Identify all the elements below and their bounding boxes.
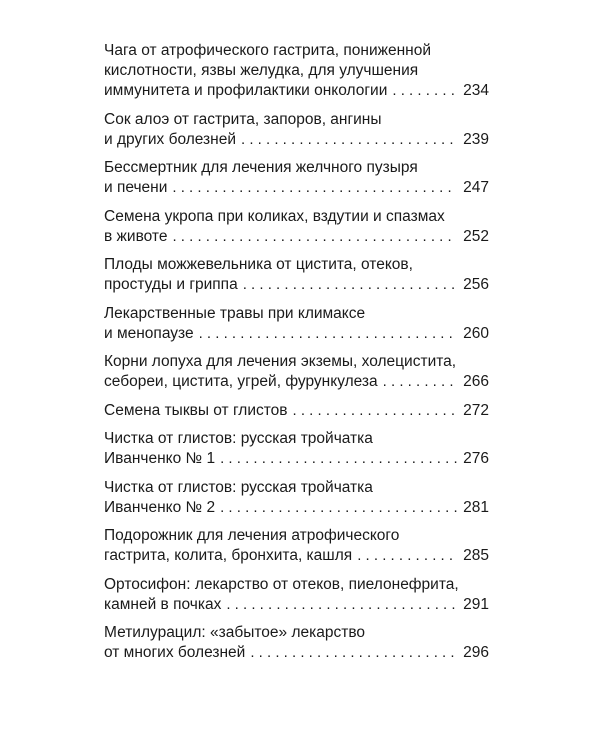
toc-entry[interactable] bbox=[104, 207, 489, 247]
page-number: 296 bbox=[463, 644, 489, 661]
toc-entry-title-line: Чага от атрофического гастрита, пониженной bbox=[104, 42, 432, 59]
toc-entry[interactable] bbox=[104, 41, 489, 101]
toc-entry-last-line bbox=[104, 401, 489, 421]
dot-leader bbox=[226, 595, 457, 615]
toc-entry-title-line: Чистка от глистов: русская тройчатка bbox=[104, 478, 373, 496]
page-number: 239 bbox=[463, 130, 489, 148]
toc-entry-title-end: иммунитета и профилактики онкологии bbox=[104, 82, 388, 99]
toc-entry-title-line: Чистка от глистов: русская тройчатка bbox=[104, 430, 373, 447]
toc-entry-title-line: кислотности, язвы желудка, для улучшения bbox=[104, 62, 419, 79]
toc-entry-title-line: Сок алоэ от гастрита, запоров, ангины bbox=[104, 110, 382, 128]
toc-entry-last-line bbox=[104, 546, 489, 566]
page-number: 291 bbox=[463, 595, 489, 613]
toc-entry[interactable] bbox=[104, 526, 489, 566]
dot-leader bbox=[220, 498, 457, 518]
toc-entry-title-line: Ортосифон: лекарство от отеков, пиелонефрита, bbox=[104, 575, 459, 593]
toc-entry-last-line bbox=[104, 498, 489, 518]
toc-entry[interactable] bbox=[104, 304, 489, 344]
dot-leader bbox=[383, 372, 457, 392]
page-number: 234 bbox=[463, 82, 489, 99]
toc-entry[interactable] bbox=[104, 255, 489, 295]
page-number: 247 bbox=[463, 179, 489, 196]
toc-entry[interactable] bbox=[104, 401, 489, 421]
toc-entry[interactable] bbox=[104, 429, 489, 469]
toc-entry-title-end: Иванченко № 1 bbox=[104, 450, 216, 467]
toc-entry-title-end: и других болезней bbox=[104, 130, 236, 148]
toc-entry-last-line bbox=[104, 595, 489, 615]
page-number: 260 bbox=[463, 324, 489, 342]
dot-leader bbox=[243, 275, 457, 295]
toc-entry-title-end: простуды и гриппа bbox=[104, 276, 238, 293]
toc-entry-title-end: Семена тыквы от глистов bbox=[104, 401, 288, 419]
dot-leader bbox=[172, 178, 457, 198]
toc-entry-last-line bbox=[104, 227, 489, 247]
toc-entry-last-line bbox=[104, 275, 489, 295]
toc-entry-last-line bbox=[104, 324, 489, 344]
dot-leader bbox=[199, 324, 457, 344]
toc-entry-title-line: Лекарственные травы при климаксе bbox=[104, 304, 366, 322]
dot-leader bbox=[220, 449, 457, 469]
page-number: 252 bbox=[463, 227, 489, 245]
toc-entry[interactable] bbox=[104, 623, 489, 663]
dot-leader bbox=[392, 81, 457, 101]
toc-entry-title-end: и менопаузе bbox=[104, 324, 194, 342]
page-number: 266 bbox=[463, 373, 489, 390]
toc-entry-title-end: Иванченко № 2 bbox=[104, 498, 216, 516]
toc-entry-title-line: Подорожник для лечения атрофического bbox=[104, 527, 400, 544]
toc-entry-title-line: Корни лопуха для лечения экземы, холецистита, bbox=[104, 353, 457, 370]
toc-entry[interactable] bbox=[104, 158, 489, 198]
toc-entry[interactable] bbox=[104, 575, 489, 615]
toc-entry[interactable] bbox=[104, 478, 489, 518]
toc-entry-last-line bbox=[104, 130, 489, 150]
toc-entry-title-end: от многих болезней bbox=[104, 644, 246, 661]
dot-leader bbox=[250, 643, 457, 663]
toc-entry-title-line: Плоды можжевельника от цистита, отеков, bbox=[104, 256, 413, 273]
toc-entry-title-end: себореи, цистита, угрей, фурункулеза bbox=[104, 373, 378, 390]
toc-entry-title-end: камней в почках bbox=[104, 595, 222, 613]
page-number: 256 bbox=[463, 276, 489, 293]
toc-entry-title-line: Бессмертник для лечения желчного пузыря bbox=[104, 159, 418, 176]
page-number: 285 bbox=[463, 547, 489, 564]
toc-entry-last-line bbox=[104, 643, 489, 663]
toc-entry-last-line bbox=[104, 178, 489, 198]
toc-entry-title-end: в животе bbox=[104, 227, 168, 245]
dot-leader bbox=[357, 546, 457, 566]
toc-entry-title-line: Метилурацил: «забытое» лекарство bbox=[104, 624, 366, 641]
toc-entry-last-line bbox=[104, 449, 489, 469]
page-number: 281 bbox=[463, 498, 489, 516]
table-of-contents bbox=[104, 41, 489, 672]
toc-entry-last-line bbox=[104, 372, 489, 392]
dot-leader bbox=[293, 401, 457, 421]
toc-entry-title-end: гастрита, колита, бронхита, кашля bbox=[104, 547, 353, 564]
toc-entry-last-line bbox=[104, 81, 489, 101]
toc-entry[interactable] bbox=[104, 352, 489, 392]
dot-leader bbox=[172, 227, 457, 247]
toc-entry-title-line: Семена укропа при коликах, вздутии и спазмах bbox=[104, 207, 445, 225]
dot-leader bbox=[241, 130, 457, 150]
toc-entry[interactable] bbox=[104, 110, 489, 150]
page-number: 272 bbox=[463, 401, 489, 419]
page-number: 276 bbox=[463, 450, 489, 467]
toc-entry-title-end: и печени bbox=[104, 179, 168, 196]
